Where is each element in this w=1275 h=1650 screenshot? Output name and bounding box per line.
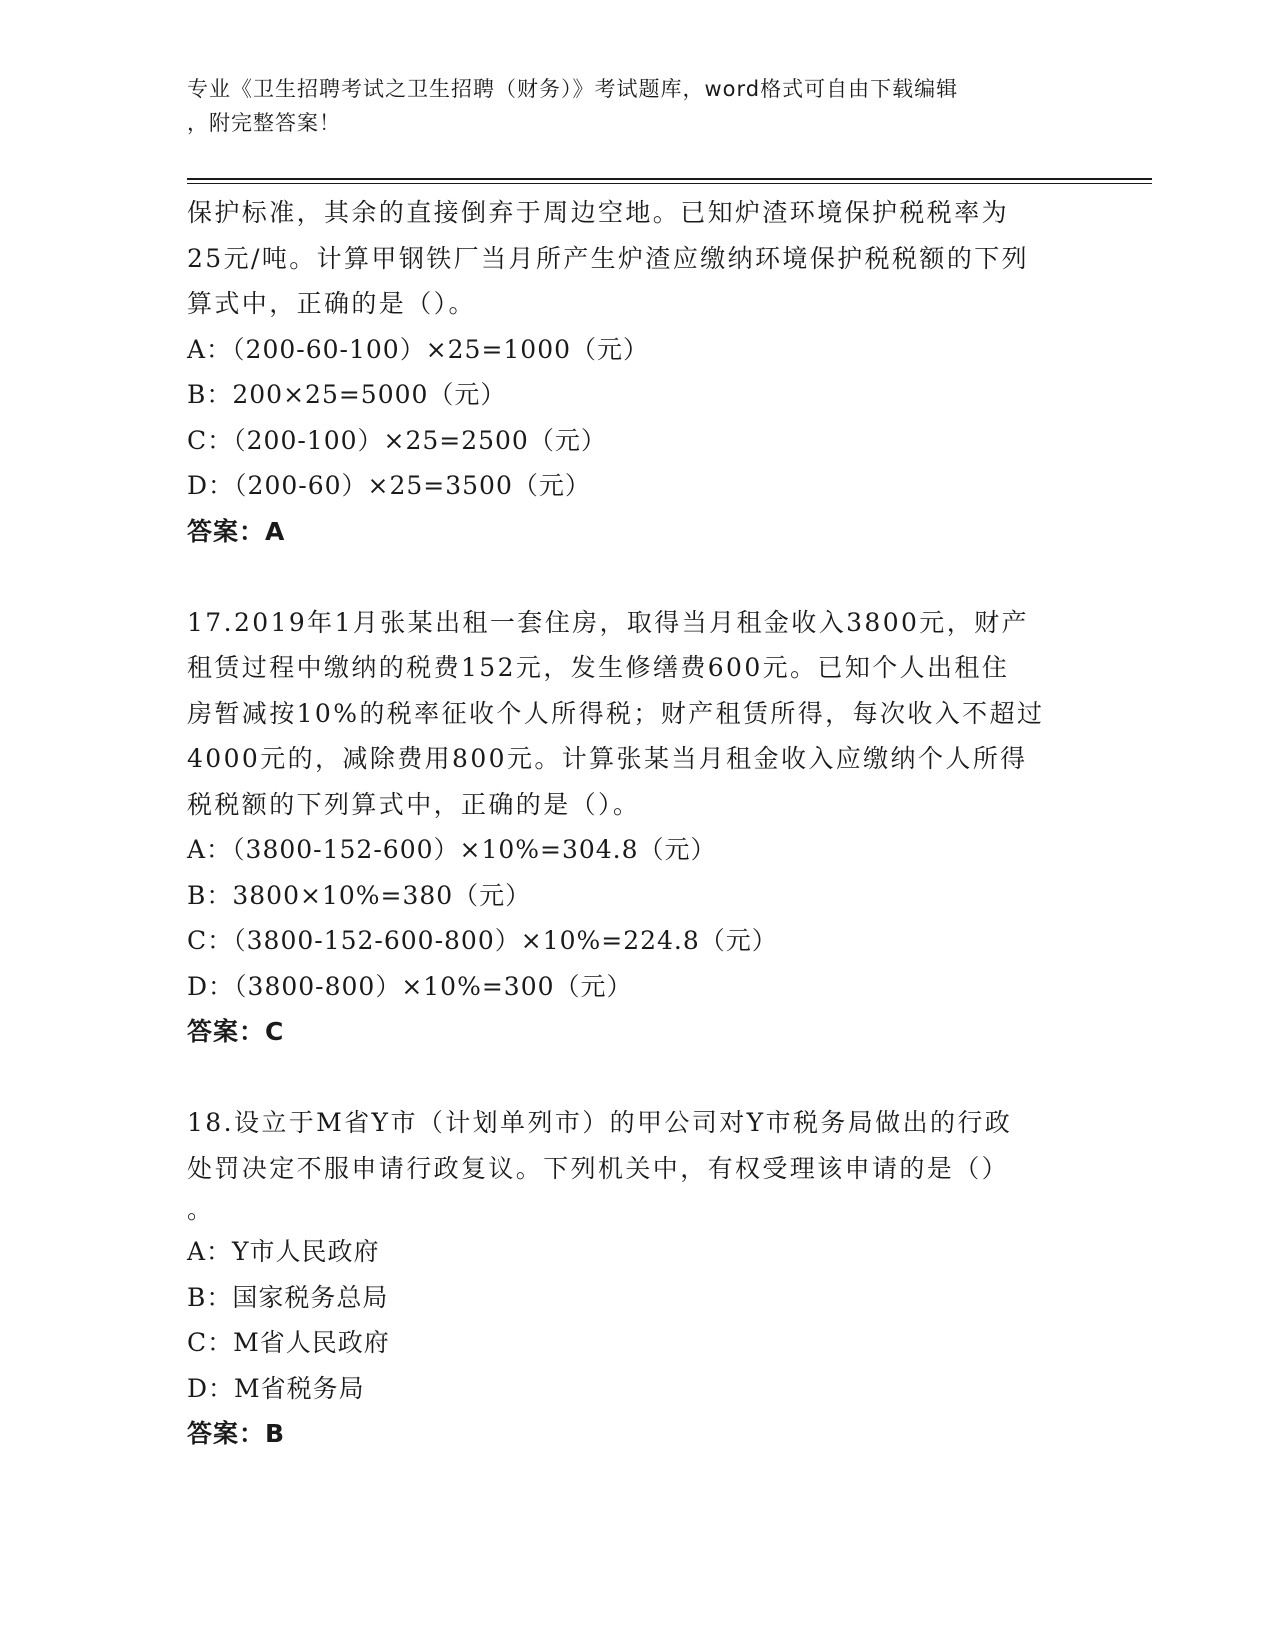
question-text-line: 租赁过程中缴纳的税费152元，发生修缮费600元。已知个人出租住 bbox=[187, 653, 1010, 682]
option-d: D：M省税务局 bbox=[187, 1373, 365, 1403]
question-16 bbox=[187, 190, 1127, 554]
header-divider-thick bbox=[187, 178, 1152, 180]
answer-label: 答案：C bbox=[187, 1017, 285, 1046]
option-a: A：（200-60-100）×25=1000（元） bbox=[187, 334, 650, 364]
question-text-line: 18.设立于M省Y市（计划单列市）的甲公司对Y市税务局做出的行政 bbox=[187, 1108, 1013, 1137]
option-d: D：（200-60）×25=3500（元） bbox=[187, 471, 591, 500]
answer-label: 答案：B bbox=[187, 1419, 286, 1448]
header-title-line-2: ，附完整答案！ bbox=[187, 111, 341, 135]
option-a: A：Y市人民政府 bbox=[187, 1237, 380, 1266]
question-text-line: 算式中，正确的是（）。 bbox=[187, 289, 476, 318]
question-text-line: 4000元的，减除费用800元。计算张某当月租金收入应缴纳个人所得 bbox=[187, 744, 1028, 773]
option-c: C：（200-100）×25=2500（元） bbox=[187, 425, 607, 455]
option-b: B：国家税务总局 bbox=[187, 1282, 389, 1312]
question-text-line: 保护标准，其余的直接倒弃于周边空地。已知炉渣环境保护税税率为 bbox=[187, 198, 1010, 227]
option-a: A：（3800-152-600）×10%=304.8（元） bbox=[187, 835, 717, 864]
header-title-line-1: 专业《卫生招聘考试之卫生招聘（财务）》考试题库，word格式可自由下载编辑 bbox=[187, 77, 959, 101]
option-b: B：200×25=5000（元） bbox=[187, 380, 507, 409]
question-text-line: 25元/吨。计算甲钢铁厂当月所产生炉渣应缴纳环境保护税税额的下列 bbox=[187, 243, 1030, 273]
question-text-line: 处罚决定不服申请行政复议。下列机关中，有权受理该申请的是（） bbox=[187, 1153, 1010, 1183]
option-c: C：M省人民政府 bbox=[187, 1328, 390, 1357]
header-divider-thin bbox=[187, 183, 1152, 184]
question-18 bbox=[187, 1100, 1127, 1457]
option-c: C：（3800-152-600-800）×10%=224.8（元） bbox=[187, 926, 778, 955]
question-text-line: 房暂减按10%的税率征收个人所得税；财产租赁所得，每次收入不超过 bbox=[187, 698, 1045, 728]
question-content bbox=[187, 190, 1127, 1457]
option-d: D：（3800-800）×10%=300（元） bbox=[187, 971, 633, 1001]
spacer bbox=[187, 1055, 1127, 1101]
question-text-line: 税税额的下列算式中，正确的是（）。 bbox=[187, 789, 641, 819]
question-17 bbox=[187, 600, 1127, 1055]
option-b: B：3800×10%=380（元） bbox=[187, 880, 532, 910]
answer-label: 答案：A bbox=[187, 516, 286, 546]
spacer bbox=[187, 554, 1127, 600]
question-text-line: 17.2019年1月张某出租一套住房，取得当月租金收入3800元，财产 bbox=[187, 607, 1029, 637]
question-text-line: 。 bbox=[187, 1195, 213, 1224]
page-header bbox=[187, 72, 1087, 140]
